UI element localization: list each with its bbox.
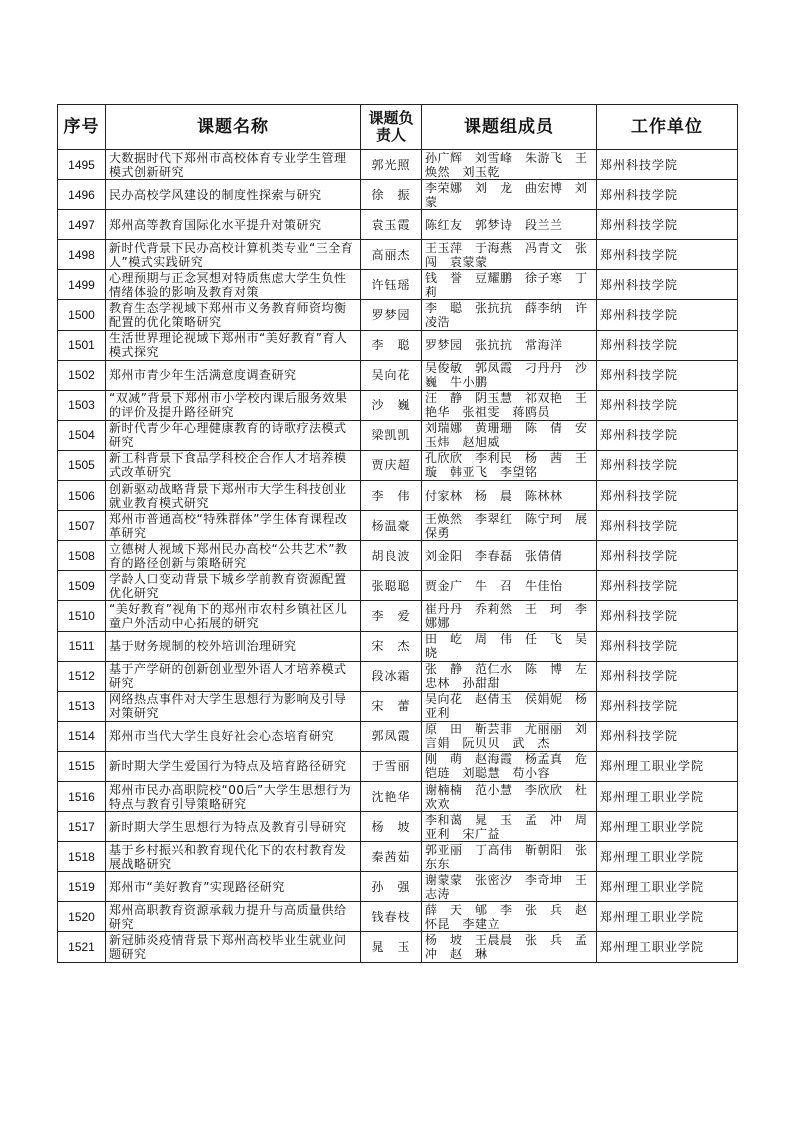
cell-members: 杨 坡 王晨晨 张 兵 孟 冲 赵 琳 [422,932,597,962]
table-row [58,150,738,180]
cell-members: 吴俊敏 郭凤霞 刁丹丹 沙 巍 牛小鹏 [422,360,597,390]
cell-lead: 杨温豪 [361,511,422,541]
cell-title: 郑州高等教育国际化水平提升对策研究 [106,210,361,240]
cell-lead: 郭光照 [361,150,422,180]
cell-num: 1507 [58,511,106,541]
cell-lead: 宋 杰 [361,631,422,661]
cell-title: 郑州市当代大学生良好社会心态培育研究 [106,721,361,751]
cell-num: 1517 [58,812,106,842]
cell-members: 贾金广 牛 召 牛佳怡 [422,571,597,601]
cell-num: 1501 [58,330,106,360]
cell-members: 王焕然 李翠红 陈宁珂 展保勇 [422,511,597,541]
header-unit: 工作单位 [597,105,738,150]
cell-num: 1496 [58,180,106,210]
table-row [58,601,738,631]
table-row [58,781,738,811]
cell-unit: 郑州科技学院 [597,511,738,541]
cell-members: 张 静 范仁水 陈 博 左忠林 孙甜甜 [422,661,597,691]
cell-unit: 郑州科技学院 [597,360,738,390]
cell-lead: 张聪聪 [361,571,422,601]
cell-title: 新时期大学生思想行为特点及教育引导研究 [106,812,361,842]
cell-members: 谢楠楠 范小慧 李欣欣 杜欢欢 [422,781,597,811]
cell-title: 网络热点事件对大学生思想行为影响及引导对策研究 [106,691,361,721]
table-row [58,270,738,300]
cell-unit: 郑州理工职业学院 [597,902,738,932]
cell-members: 付家林 杨 晨 陈林林 [422,481,597,511]
cell-unit: 郑州科技学院 [597,330,738,360]
cell-lead: 吴向花 [361,360,422,390]
cell-unit: 郑州科技学院 [597,481,738,511]
cell-unit: 郑州理工职业学院 [597,781,738,811]
cell-members: 薛 天 郇 李 张 兵 赵怀昆 李建立 [422,902,597,932]
cell-members: 孔欣欣 李利民 杨 茜 王 璇 韩亚飞 李望铭 [422,450,597,480]
table-row [58,872,738,902]
table-row [58,932,738,962]
cell-title: 郑州市“美好教育”实现路径研究 [106,872,361,902]
cell-unit: 郑州科技学院 [597,691,738,721]
cell-members: 刘金阳 李春磊 张倩倩 [422,541,597,571]
cell-unit: 郑州科技学院 [597,270,738,300]
table-row [58,691,738,721]
cell-members: 谢蒙蒙 张密汐 李奇坤 王志涛 [422,872,597,902]
cell-lead: 胡良波 [361,541,422,571]
table-row [58,210,738,240]
table-row [58,631,738,661]
cell-members: 钱 誉 豆耀鹏 徐子寒 丁 莉 [422,270,597,300]
cell-lead: 贾庆超 [361,450,422,480]
cell-members: 刚 萌 赵海霞 杨孟真 危铠琏 刘聪慧 苟小容 [422,751,597,781]
table-row [58,180,738,210]
cell-members: 孙广辉 刘雪峰 朱游飞 王焕然 刘玉乾 [422,150,597,180]
table-row [58,902,738,932]
cell-title: 郑州市民办高职院校“00后”大学生思想行为特点与教育引导策略研究 [106,781,361,811]
cell-title: 心理预期与正念冥想对特质焦虑大学生负性情绪体验的影响及教育对策 [106,270,361,300]
cell-title: 新冠肺炎疫情背景下郑州高校毕业生就业问题研究 [106,932,361,962]
cell-num: 1495 [58,150,106,180]
cell-title: 创新驱动战略背景下郑州市大学生科技创业就业教育模式研究 [106,481,361,511]
cell-unit: 郑州科技学院 [597,210,738,240]
cell-members: 陈红友 郭梦诗 段兰兰 [422,210,597,240]
cell-lead: 段冰霜 [361,661,422,691]
cell-lead: 许钰瑶 [361,270,422,300]
cell-num: 1514 [58,721,106,751]
cell-num: 1521 [58,932,106,962]
cell-lead: 秦茜茹 [361,842,422,872]
cell-num: 1500 [58,300,106,330]
cell-title: 基于财务规制的校外培训治理研究 [106,631,361,661]
cell-title: 新工科背景下食品学科校企合作人才培养模式改革研究 [106,450,361,480]
cell-unit: 郑州科技学院 [597,240,738,270]
cell-title: 生活世界理论视域下郑州市“美好教育”育人模式探究 [106,330,361,360]
cell-lead: 梁凯凯 [361,420,422,450]
cell-lead: 钱春枝 [361,902,422,932]
cell-members: 田 屹 周 伟 任 飞 吴 晓 [422,631,597,661]
cell-lead: 郭凤霞 [361,721,422,751]
table-row [58,360,738,390]
cell-num: 1506 [58,481,106,511]
cell-unit: 郑州理工职业学院 [597,932,738,962]
cell-lead: 晁 玉 [361,932,422,962]
project-table [57,104,738,963]
table-row [58,721,738,751]
cell-title: 大数据时代下郑州市高校体育专业学生管理模式创新研究 [106,150,361,180]
cell-num: 1509 [58,571,106,601]
cell-num: 1512 [58,661,106,691]
cell-title: 新时代青少年心理健康教育的诗歌疗法模式研究 [106,420,361,450]
cell-title: 新时期大学生爱国行为特点及培育路径研究 [106,751,361,781]
table-row [58,300,738,330]
header-num: 序号 [58,105,106,150]
table-row [58,240,738,270]
table-row [58,571,738,601]
cell-title: 学龄人口变动背景下城乡学前教育资源配置优化研究 [106,571,361,601]
cell-title: 新时代背景下民办高校计算机类专业“三全育人”模式实践研究 [106,240,361,270]
cell-unit: 郑州科技学院 [597,661,738,691]
cell-num: 1502 [58,360,106,390]
cell-members: 李和蔼 晁 玉 孟 冲 周亚利 宋广益 [422,812,597,842]
cell-lead: 沈艳华 [361,781,422,811]
header-row [58,105,738,150]
cell-members: 崔丹丹 乔莉然 王 珂 李娜娜 [422,601,597,631]
cell-num: 1519 [58,872,106,902]
table-row [58,842,738,872]
table-row [58,511,738,541]
table-row [58,481,738,511]
cell-title: 教育生态学视域下郑州市义务教育师资均衡配置的优化策略研究 [106,300,361,330]
cell-num: 1508 [58,541,106,571]
cell-title: 郑州高职教育资源承载力提升与高质量供给研究 [106,902,361,932]
cell-unit: 郑州科技学院 [597,150,738,180]
cell-num: 1504 [58,420,106,450]
cell-unit: 郑州理工职业学院 [597,872,738,902]
cell-members: 刘瑞娜 黄珊珊 陈 倩 安玉炜 赵旭威 [422,420,597,450]
table-row [58,420,738,450]
table-row [58,541,738,571]
cell-num: 1520 [58,902,106,932]
cell-members: 李荣娜 刘 龙 曲宏博 刘 蒙 [422,180,597,210]
cell-unit: 郑州科技学院 [597,541,738,571]
table-row [58,330,738,360]
cell-members: 吴向花 赵倩玉 侯娟妮 杨亚利 [422,691,597,721]
cell-unit: 郑州科技学院 [597,450,738,480]
cell-title: 民办高校学风建设的制度性探索与研究 [106,180,361,210]
cell-members: 汪 静 阴玉慧 祁双艳 王艳华 张祖雯 蒋鸥员 [422,390,597,420]
cell-title: 郑州市普通高校“特殊群体”学生体育课程改革研究 [106,511,361,541]
cell-title: 郑州市青少年生活满意度调查研究 [106,360,361,390]
cell-num: 1505 [58,450,106,480]
header-members: 课题组成员 [422,105,597,150]
cell-lead: 沙 巍 [361,390,422,420]
cell-title: “美好教育”视角下的郑州市农村乡镇社区儿童户外活动中心拓展的研究 [106,601,361,631]
cell-title: 立德树人视域下郑州民办高校“公共艺术”教育的路径创新与策略研究 [106,541,361,571]
cell-unit: 郑州科技学院 [597,390,738,420]
cell-lead: 李 伟 [361,481,422,511]
cell-lead: 李 聪 [361,330,422,360]
cell-num: 1499 [58,270,106,300]
cell-unit: 郑州科技学院 [597,420,738,450]
cell-lead: 徐 振 [361,180,422,210]
cell-unit: 郑州科技学院 [597,180,738,210]
cell-lead: 罗梦园 [361,300,422,330]
table-row [58,661,738,691]
table-row [58,812,738,842]
cell-members: 郭亚丽 丁高伟 靳朝阳 张东东 [422,842,597,872]
cell-members: 罗梦园 张抗抗 常海洋 [422,330,597,360]
cell-unit: 郑州科技学院 [597,571,738,601]
cell-title: 基于乡村振兴和教育现代化下的农村教育发展战略研究 [106,842,361,872]
cell-lead: 高丽杰 [361,240,422,270]
table-row [58,390,738,420]
cell-num: 1498 [58,240,106,270]
cell-lead: 宋 蕾 [361,691,422,721]
cell-unit: 郑州科技学院 [597,300,738,330]
cell-members: 王玉萍 于海燕 冯青文 张 闯 袁蒙蒙 [422,240,597,270]
cell-num: 1515 [58,751,106,781]
cell-unit: 郑州理工职业学院 [597,812,738,842]
cell-lead: 袁玉霞 [361,210,422,240]
cell-num: 1497 [58,210,106,240]
cell-members: 原 田 靳芸菲 尤丽丽 刘言娟 阮贝贝 武 杰 [422,721,597,751]
cell-unit: 郑州科技学院 [597,601,738,631]
cell-lead: 于雪丽 [361,751,422,781]
header-lead: 课题负责人 [361,105,422,150]
cell-unit: 郑州科技学院 [597,721,738,751]
cell-num: 1510 [58,601,106,631]
cell-unit: 郑州理工职业学院 [597,842,738,872]
cell-lead: 杨 坡 [361,812,422,842]
cell-lead: 孙 强 [361,872,422,902]
cell-num: 1513 [58,691,106,721]
cell-num: 1503 [58,390,106,420]
table-body [58,150,738,963]
cell-num: 1518 [58,842,106,872]
cell-num: 1511 [58,631,106,661]
cell-title: “双减”背景下郑州市小学校内课后服务效果的评价及提升路径研究 [106,390,361,420]
table-row [58,450,738,480]
cell-lead: 李 爱 [361,601,422,631]
header-title: 课题名称 [106,105,361,150]
cell-members: 李 聪 张抗抗 薛李纳 许凌浩 [422,300,597,330]
cell-num: 1516 [58,781,106,811]
cell-title: 基于产学研的创新创业型外语人才培养模式研究 [106,661,361,691]
cell-unit: 郑州理工职业学院 [597,751,738,781]
table-row [58,751,738,781]
cell-unit: 郑州科技学院 [597,631,738,661]
